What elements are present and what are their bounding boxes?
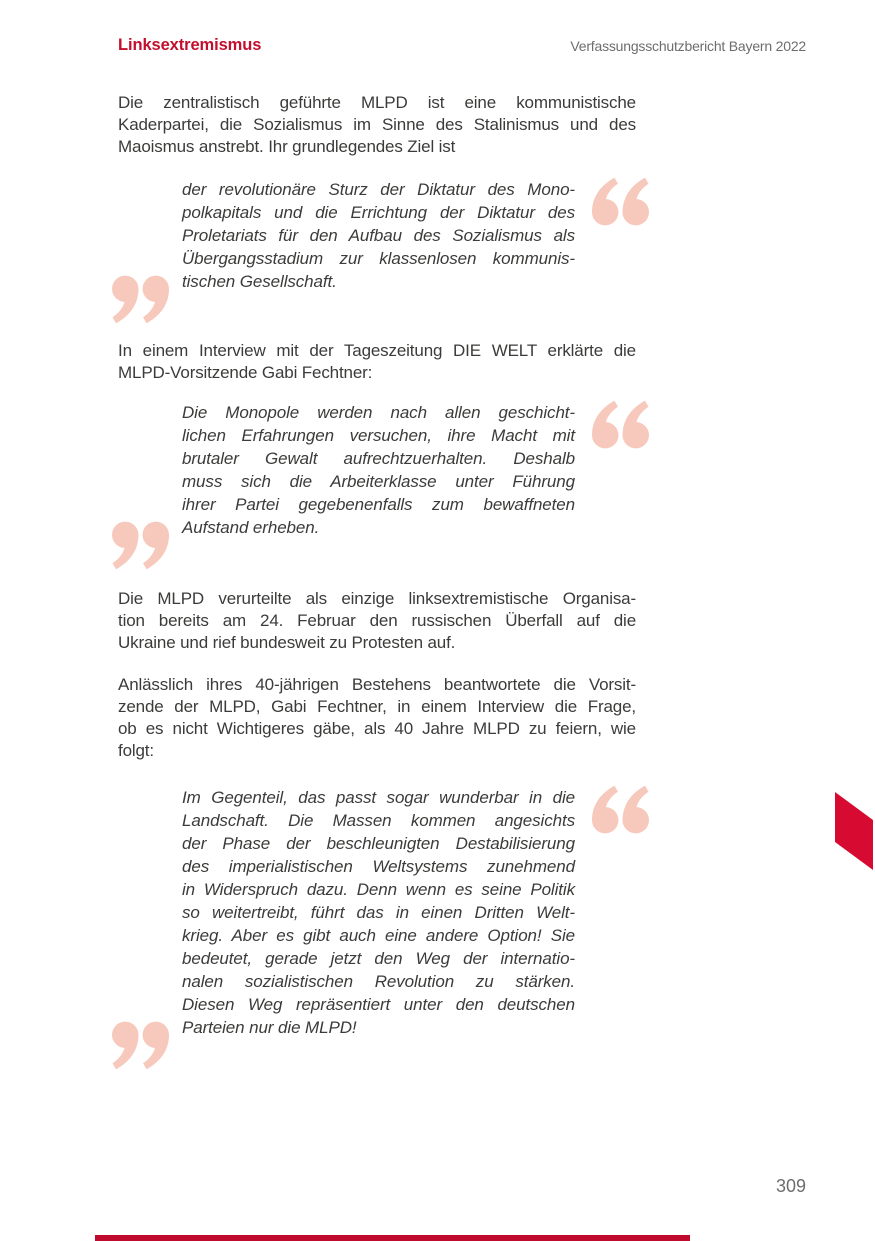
footer-bar [95,1235,690,1241]
text-line: Übergangsstadium zur klassenlosen kommunis- [182,249,575,268]
text-line: tion bereits am 24. Februar den russischen Überfall auf die [118,611,636,630]
text-line: Aufstand erheben. [182,518,320,537]
text-line: der revolutionäre Sturz der Diktatur des Mono- [182,180,575,199]
blockquote [118,178,636,293]
blockquote [118,786,636,1039]
text-line: so weitertreibt, führt das in einen Dritten Welt- [182,903,575,922]
paragraph [118,92,636,158]
text-line: in Widerspruch dazu. Denn wenn es seine Politik [182,880,575,899]
text-line: Landschaft. Die Massen kommen angesichts [182,811,575,830]
text-line: ihrer Partei gegebenenfalls zum bewaffneten [182,495,575,514]
open-quote-icon [592,175,649,227]
close-quote-icon [112,1020,169,1072]
text-line: Kaderpartei, die Sozialismus im Sinne des Stalinismus und des [118,115,636,134]
text-line: folgt: [118,741,154,760]
text-line: Die Monopole werden nach allen geschicht- [182,403,575,422]
report-title: Verfassungsschutzbericht Bayern 2022 [570,38,806,54]
close-quote-icon [112,274,169,326]
text-line: polkapitals und die Errichtung der Diktatur des [182,203,575,222]
paragraph [118,588,636,654]
close-quote-icon [112,520,169,572]
section-title: Linksextremismus [118,36,262,54]
chapter-marker-icon [835,792,875,870]
text-line: Anlässlich ihres 40-jährigen Bestehens beantwortete die Vorsit- [118,675,636,694]
open-quote-icon [592,783,649,835]
text-line: MLPD-Vorsitzende Gabi Fechtner: [118,363,373,382]
quote-text [182,178,575,293]
text-line: Die zentralistisch geführte MLPD ist eine kommunistische [118,93,636,112]
text-line: krieg. Aber es gibt auch eine andere Option! Sie [182,926,575,945]
text-line: In einem Interview mit der Tageszeitung DIE WELT erklärte die [118,341,636,360]
text-line: ob es nicht Wichtigeres gäbe, als 40 Jahre MLPD zu feiern, wie [118,719,636,738]
blockquote [118,401,636,539]
text-line: Maoismus anstrebt. Ihr grundlegendes Ziel ist [118,137,456,156]
text-line: Diesen Weg repräsentiert unter den deutschen [182,995,575,1014]
text-line: muss sich die Arbeiterklasse unter Führung [182,472,575,491]
page-number: 309 [775,1176,806,1196]
open-quote-icon [592,398,649,450]
text-line: der Phase der beschleunigten Destabilisierung [182,834,575,853]
paragraph [118,340,636,384]
text-line: Proletariats für den Aufbau des Sozialismus als [182,226,575,245]
paragraph [118,674,636,762]
text-line: des imperialistischen Weltsystems zunehmend [182,857,575,876]
text-line: zende der MLPD, Gabi Fechtner, in einem Interview die Frage, [118,697,636,716]
text-line: brutaler Gewalt aufrechtzuerhalten. Deshalb [182,449,575,468]
quote-text [182,786,575,1039]
text-line: bedeutet, gerade jetzt den Weg der internatio- [182,949,575,968]
text-line: lichen Erfahrungen versuchen, ihre Macht mit [182,426,575,445]
text-line: nalen sozialistischen Revolution zu stärken. [182,972,575,991]
text-line: Im Gegenteil, das passt sogar wunderbar in die [182,788,575,807]
text-line: Parteien nur die MLPD! [182,1018,357,1037]
text-line: tischen Gesellschaft. [182,272,337,291]
quote-text [182,401,575,539]
text-line: Ukraine und rief bundesweit zu Protesten auf. [118,633,456,652]
text-line: Die MLPD verurteilte als einzige linksextremistische Organisa- [118,589,636,608]
